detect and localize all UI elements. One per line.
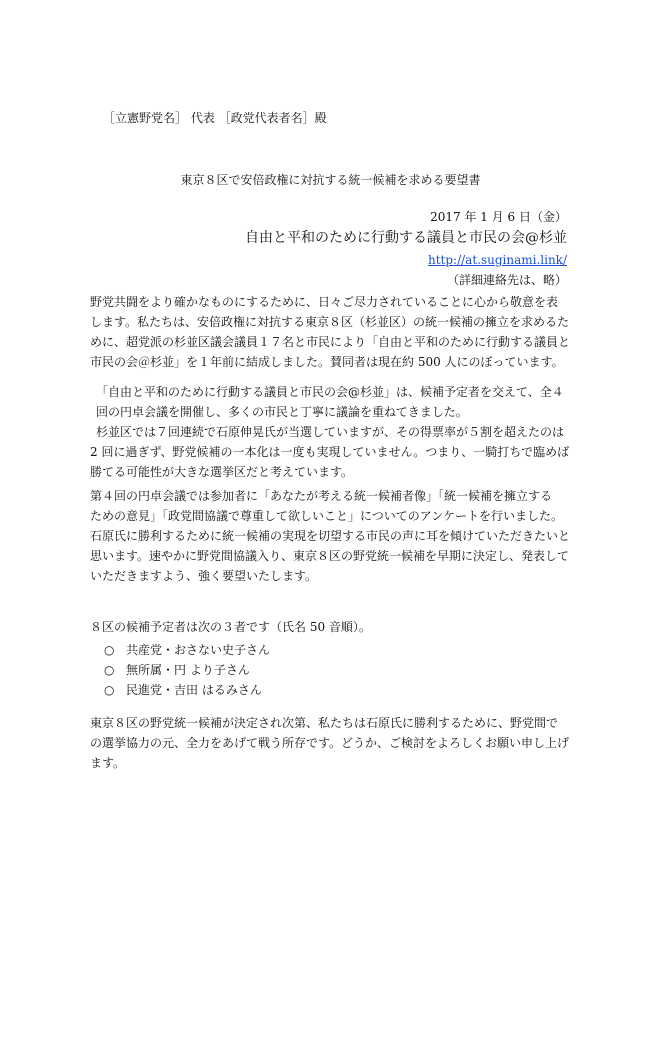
paragraph-line: 東京８区の野党統一候補が決定され次第、私たちは石原氏に勝利するために、野党間で [90, 716, 559, 730]
paragraph-line: 市民の会＠杉並」を１年前に結成しました。賛同者は現在約 500 人にのぼっています。 [90, 355, 564, 369]
paragraph-line: 回の円卓会議を開催し、多くの市民と丁寧に議論を重ねてきました。 [96, 405, 468, 419]
organization-name: 自由と平和のために行動する議員と市民の会@杉並 [245, 230, 567, 246]
organization-url-link[interactable]: http://at.suginami.link/ [427, 253, 567, 267]
paragraph-line: 「自由と平和のために行動する議員と市民の会@杉並」は、候補予定者を交えて、全４ [96, 385, 564, 399]
paragraph-line: 杉並区では７回連続で石原伸晃氏が当選していますが、その得票率が５割を超えたのは [96, 425, 565, 439]
paragraph-line: 勝てる可能性が大きな選挙区だと考えています。 [90, 465, 354, 479]
list-item [104, 640, 270, 660]
candidates-intro [90, 617, 565, 637]
paragraph-history [90, 382, 570, 482]
paragraph-line: 2 回に過ぎず、野党候補の一本化は一度も実現していません。つまり、一騎打ちで臨めば [90, 445, 570, 459]
document-title: 東京８区で安倍政権に対抗する統一候補を求める要望書 [180, 173, 481, 187]
addressee: ［立憲野党名］ 代表 ［政党代表者名］殿 [103, 111, 327, 125]
paragraph-closing [90, 713, 570, 773]
paragraph-line: ための意見」「政党間協議で尊重して欲しいこと」についてのアンケートを行いました。 [90, 509, 564, 523]
paragraph-line: ます。 [90, 756, 126, 770]
paragraph-line: します。私たちは、安倍政権に対抗する東京８区（杉並区）の統一候補の擁立を求めるた [90, 315, 570, 329]
circle-bullet-icon: ○ [104, 683, 115, 697]
paragraph-line: の選挙協力の元、全力をあげて戦う所存です。どうか、ご検討をよろしくお願い申し上げ [90, 736, 570, 750]
circle-bullet-icon: ○ [104, 663, 115, 677]
candidate-name: 民進党・吉田 はるみさん [126, 683, 262, 697]
paragraph-line: 石原氏に勝利するために統一候補の実現を切望する市民の声に耳を傾けていただきたいと [90, 529, 571, 543]
list-item [104, 680, 270, 700]
document-date: 2017 年 1 月 6 日（金） [430, 210, 567, 224]
paragraph-line: ８区の候補予定者は次の３者です（氏名 50 音順）。 [90, 620, 371, 634]
paragraph-line: いただきますよう、強く要望いたします。 [90, 569, 318, 583]
paragraph-line: めに、超党派の杉並区議会議員１７名と市民により「自由と平和のために行動する議員と [90, 335, 571, 349]
candidate-list [104, 640, 270, 700]
list-item [104, 660, 270, 680]
candidate-name: 共産党・おさない史子さん [126, 643, 271, 657]
contact-note: （詳細連絡先は、略） [446, 273, 567, 287]
paragraph-line: 思います。速やかに野党間協議入り、東京８区の野党統一候補を早期に決定し、発表して [90, 549, 570, 563]
circle-bullet-icon: ○ [104, 643, 115, 657]
paragraph-intro [90, 292, 571, 372]
paragraph-line: 第４回の円卓会議では参加者に「あなたが考える統一候補者像」「統一候補を擁立する [90, 489, 553, 503]
paragraph-request [90, 486, 571, 586]
paragraph-line: 野党共闘をより確かなものにするために、日々ご尽力されていることに心から敬意を表 [90, 295, 559, 309]
candidate-name: 無所属・円 より子さん [126, 663, 250, 677]
